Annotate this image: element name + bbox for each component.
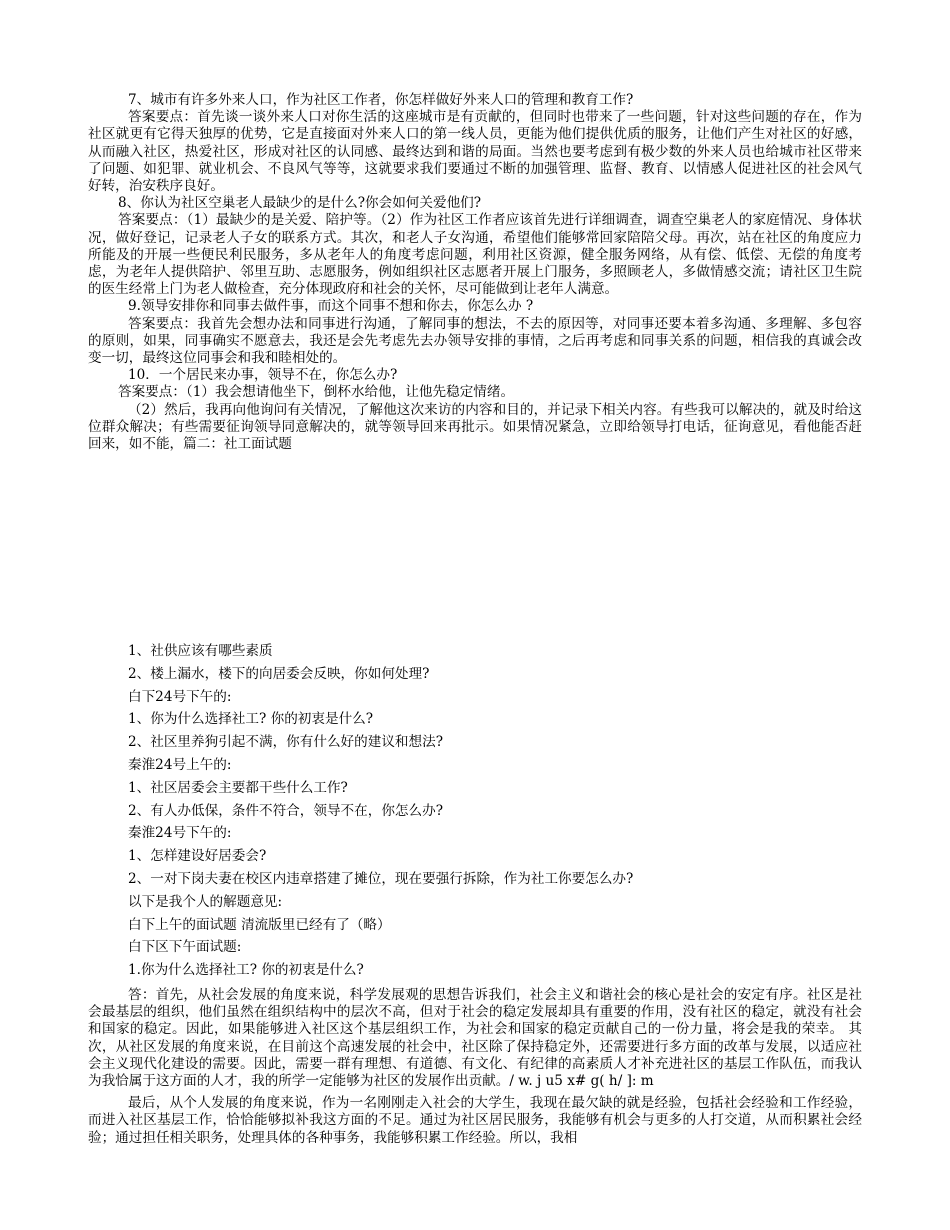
list-item: 2、有人办低保，条件不符合，领导不在，你怎么办? (128, 802, 443, 819)
question-9: 9.领导安排你和同事去做件事，而这个同事不想和你去，你怎么办 ? (128, 298, 534, 315)
answer-8: 答案要点：（1）最缺少的是关爱、陪护等。（2）作为社区工作者应该首先进行详细调查，调查空巢老人的家庭情况、身体状况，做好登记，记录老人子女的联系方式。其次，和老人子女沟通，希望他们能够常回家陪陪父母。再次，站在社区的角度应力所能及的开展一些便民利民服务，多从老年人的角度考虑问题，利用社区资源，健全服务网络，从有偿、低偿、无偿的角度考虑，为老年人提供陪护、邻里互助、志愿服务，例如组织社区志愿者开展上门服务，多照顾老人，多做情感交流；请社区卫生院的医生经常上门为老人做检查，充分体现政府和社会的关怀，尽可能做到让老年人满意。 (88, 212, 862, 298)
qa-section-top (88, 92, 862, 453)
list-item: 2、楼上漏水，楼下的向居委会反映，你如何处理? (128, 665, 430, 682)
list-item: 白下24号下午的: (128, 688, 232, 705)
list-item: 白下区下午面试题: (128, 939, 242, 956)
answer-section-bottom (88, 987, 862, 1147)
list-item: 1.你为什么选择社工? 你的初衷是什么? (128, 962, 364, 979)
answer-7: 答案要点：首先谈一谈外来人口对你生活的这座城市是有贡献的，但同时也带来了一些问题，针对这些问题的存在，作为社区就更有它得天独厚的优势，它是直接面对外来人口的第一线人员，更能为他们提供优质的服务，让他们产生对社区的好感，从而融入社区，热爱社区，形成对社区的认同感、最终达到和谐的局面。当然也要考虑到有极少数的外来人员也给城市社区带来了问题、如犯罪、就业机会、不良风气等等，这就要求我们要通过不断的加强管理、监督、教育、以情感人促进社区的社会风气好转，治安秩序良好。 (88, 109, 862, 195)
answer-10-part2: （2）然后，我再向他询问有关情况，了解他这次来访的内容和目的，并记录下相关内容。有些我可以解决的，就及时给这位群众解决；有些需要征询领导同意解决的，就等领导回来再批示。如果情况紧急，立即给领导打电话，征询意见，看他能否赶回来，如不能，篇二：社工面试题 (88, 401, 862, 453)
list-item: 1、社供应该有哪些素质 (128, 643, 273, 659)
list-item: 2、社区里养狗引起不满，你有什么好的建议和想法? (128, 734, 443, 751)
question-7: 7、城市有许多外来人口，作为社区工作者，你怎样做好外来人口的管理和教育工作? (128, 92, 634, 108)
question-8: 8、你认为社区空巢老人最缺少的是什么?你会如何关爱他们? (118, 195, 482, 212)
answer-10-part1: 答案要点：（1）我会想请他坐下，倒杯水给他，让他先稳定情绪。 (118, 384, 515, 401)
list-item: 1、社区居委会主要都干些什么工作? (128, 779, 348, 796)
answer-9: 答案要点：我首先会想办法和同事进行沟通，了解同事的想法，不去的原因等，对同事还要本着多沟通、多理解、多包容的原则，如果，同事确实不愿意去，我还是会先考虑先去办领导安排的事情，之后再考虑和同事关系的问题，相信我的真诚会改变一切，最终这位同事会和我和睦相处的。 (88, 315, 862, 367)
list-item: 白下上午的面试题 清流版里已经有了（略） (128, 916, 391, 933)
answer-paragraph: 答：首先，从社会发展的角度来说，科学发展观的思想告诉我们，社会主义和谐社会的核心是社会的安定有序。社区是社会最基层的组织，他们虽然在组织结构中的层次不高，但对于社会的稳定发展却具有重要的作用，没有社区的稳定，就没有社会和国家的稳定。因此，如果能够进入社区这个基层组织工作，为社会和国家的稳定贡献自己的一份力量，将会是我的荣幸。 其次，从社区发展的角度来说，在目前这个高速发展的社会中，社区除了保持稳定外，还需要进行多方面的改革与发展，以适应社会主义现代化建设的需要。因此，需要一群有理想、有道德、有文化、有纪律的高素质人才补充进社区的基层工作队伍，而我认为我恰属于这方面的人才，我的所学一定能够为社区的发展作出贡献。/ w. j u5 x# g( h/ ]: m (88, 987, 862, 1090)
answer-paragraph: 最后，从个人发展的角度来说，作为一名刚刚走入社会的大学生，我现在最欠缺的就是经验，包括社会经验和工作经验，而进入社区基层工作，恰恰能够拟补我这方面的不足。通过为社区居民服务，我能够有机会与更多的人打交道，从而积累社会经验；通过担任相关职务，处理具体的各种事务，我能够积累工作经验。所以，我相 (88, 1095, 862, 1146)
list-item: 1、你为什么选择社工? 你的初衷是什么? (128, 711, 374, 728)
list-item: 以下是我个人的解题意见: (128, 893, 283, 910)
list-item: 1、怎样建设好居委会? (128, 848, 267, 865)
list-item: 秦淮24号上午的: (128, 756, 232, 773)
question-10: 10．一个居民来办事，领导不在，你怎么办? (128, 367, 398, 384)
list-item: 秦淮24号下午的: (128, 825, 232, 842)
list-item: 2、一对下岗夫妻在校区内违章搭建了摊位，现在要强行拆除，作为社工你要怎么办? (128, 870, 634, 887)
interview-questions-list (88, 640, 862, 982)
